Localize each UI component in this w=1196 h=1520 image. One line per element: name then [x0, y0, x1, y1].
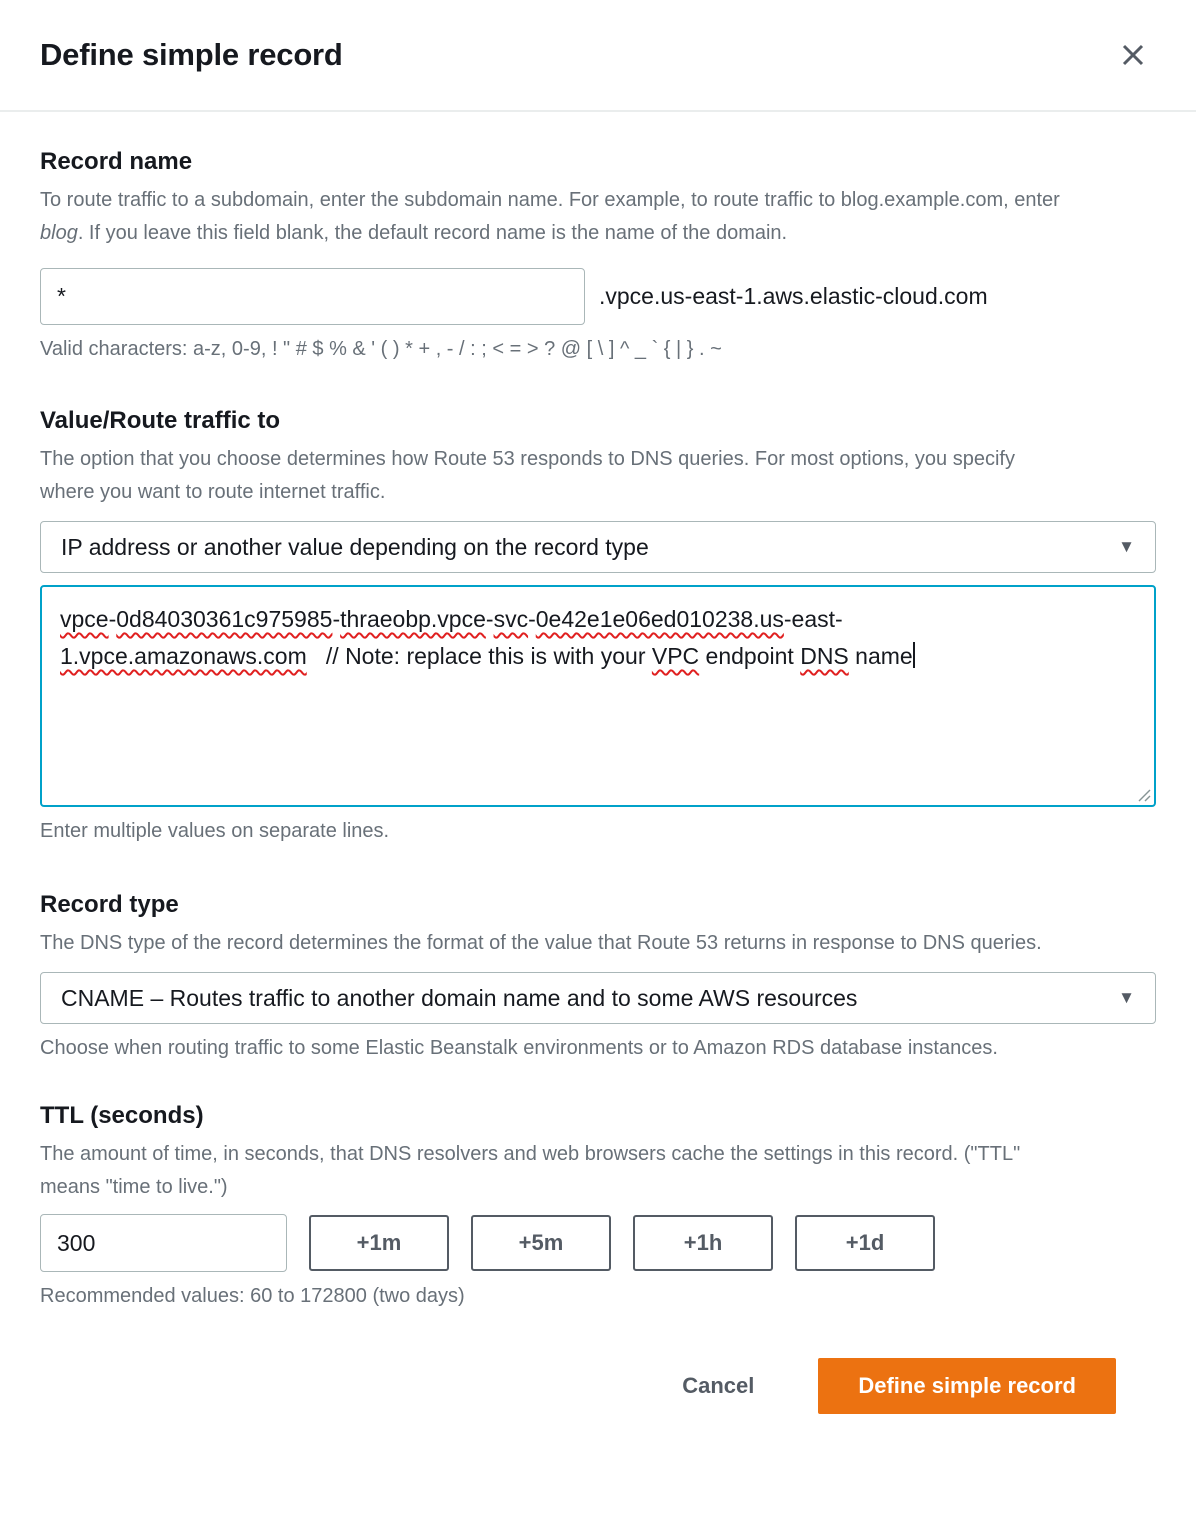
record-type-select[interactable] — [40, 972, 1156, 1024]
resize-handle-icon[interactable] — [1137, 788, 1151, 802]
close-button[interactable] — [1114, 36, 1152, 74]
record-name-input[interactable] — [40, 268, 585, 325]
value-text: vpce-0d84030361c975985-thraeobp.vpce-svc-0e42e1e06ed010238.us-east- 1.vpce.amazonaws.com // Note: replace this is with your VPC endpoint DNS name — [60, 606, 913, 669]
value-route-heading: Value/Route traffic to — [40, 407, 281, 434]
record-name-heading: Record name — [40, 148, 193, 175]
record-name-row — [40, 268, 1156, 325]
ttl-row — [40, 1214, 1156, 1272]
multiple-values-hint: Enter multiple values on separate lines. — [40, 820, 390, 842]
cancel-button[interactable]: Cancel — [676, 1372, 760, 1400]
domain-suffix: .vpce.us-east-1.aws.elastic-cloud.com — [599, 283, 988, 309]
ttl-plus-1m-button[interactable]: +1m — [309, 1215, 449, 1271]
record-name-section — [40, 148, 1156, 361]
record-type-select-value: CNAME – Routes traffic to another domain name and to some AWS resources — [61, 984, 858, 1011]
ttl-recommended-hint: Recommended values: 60 to 172800 (two days) — [40, 1285, 465, 1307]
value-route-description: The option that you choose determines how Route 53 responds to DNS queries. For most options, you specify where you want to route internet traffic. — [40, 448, 1015, 503]
define-simple-record-button[interactable]: Define simple record — [818, 1358, 1116, 1414]
route-traffic-select-value: IP address or another value depending on the record type — [61, 533, 649, 560]
dialog-title: Define simple record — [40, 37, 343, 72]
chevron-down-icon: ▼ — [1118, 988, 1135, 1007]
dialog-footer — [40, 1358, 1156, 1414]
record-type-heading: Record type — [40, 891, 179, 918]
value-textarea[interactable] — [40, 585, 1156, 807]
dialog-body — [0, 148, 1196, 1414]
record-type-description: The DNS type of the record determines the format of the value that Route 53 returns in response to DNS queries. — [40, 932, 1042, 954]
route-traffic-select[interactable] — [40, 521, 1156, 573]
ttl-plus-1h-button[interactable]: +1h — [633, 1215, 773, 1271]
ttl-input[interactable] — [40, 1214, 287, 1272]
record-type-section — [40, 891, 1156, 1060]
close-icon — [1120, 42, 1146, 68]
value-route-section — [40, 407, 1156, 843]
record-name-description: To route traffic to a subdomain, enter the subdomain name. For example, to route traffic to blog.example.com, enter blog. If you leave this field blank, the default record name is the name of the domain. — [40, 189, 1060, 244]
ttl-description: The amount of time, in seconds, that DNS resolvers and web browsers cache the settings in this record. ("TTL" means "time to live.") — [40, 1143, 1021, 1198]
dialog-header — [0, 0, 1196, 112]
ttl-plus-5m-button[interactable]: +5m — [471, 1215, 611, 1271]
valid-characters-hint: Valid characters: a-z, 0-9, ! " # $ % & ' ( ) * + , - / : ; < = > ? @ [ \ ] ^ _ ` { | } . ~ — [40, 338, 722, 360]
ttl-heading: TTL (seconds) — [40, 1102, 204, 1129]
text-cursor — [913, 642, 915, 668]
ttl-section — [40, 1102, 1156, 1308]
chevron-down-icon: ▼ — [1118, 537, 1135, 556]
record-type-hint: Choose when routing traffic to some Elastic Beanstalk environments or to Amazon RDS database instances. — [40, 1037, 998, 1059]
ttl-plus-1d-button[interactable]: +1d — [795, 1215, 935, 1271]
